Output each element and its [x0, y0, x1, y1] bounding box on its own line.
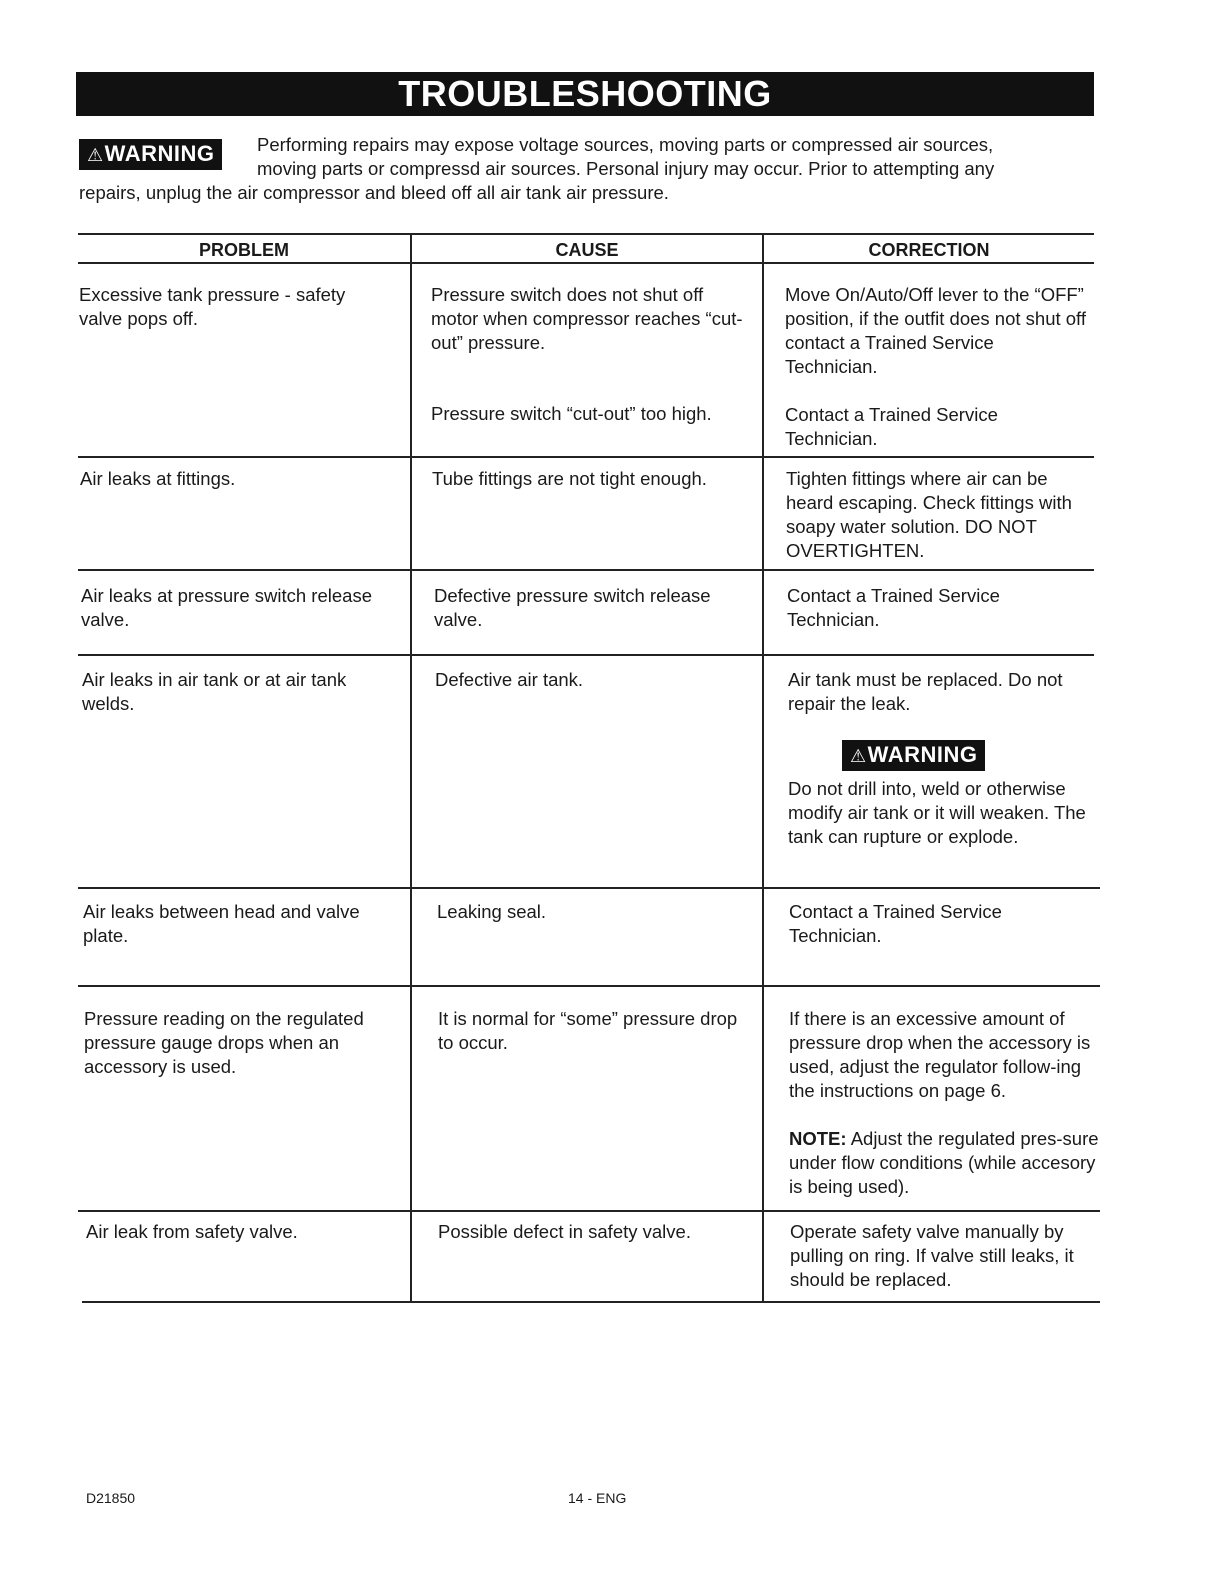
- warning-badge: [79, 139, 222, 170]
- row1-problem: Excessive tank pressure - safety valve pops off.: [79, 284, 346, 329]
- intro-line-3: repairs, unplug the air compressor and bleed off all air tank air pressure.: [79, 182, 669, 203]
- row4-correction-text: Air tank must be replaced. Do not repair the leak.: [788, 669, 1063, 714]
- row6-cause: It is normal for “some” pressure drop to occur.: [438, 1008, 738, 1053]
- row6-correction-text: If there is an excessive amount of pressure drop when the accessory is used, adjust the regulator follow-ing the instructions on page 6.: [789, 1008, 1091, 1101]
- row1-cause-2: Pressure switch “cut-out” too high.: [431, 403, 712, 424]
- row2-correction: Tighten fittings where air can be heard escaping. Check fittings with soapy water solution. DO NOT OVERTIGHTEN.: [786, 468, 1072, 561]
- header-correction: CORRECTION: [868, 240, 990, 260]
- row3-correction: Contact a Trained Service Technician.: [787, 585, 1000, 630]
- warning-triangle-icon: ⚠: [87, 145, 104, 165]
- warning-triangle-icon: ⚠: [850, 746, 867, 766]
- row4-problem: Air leaks in air tank or at air tank welds.: [82, 669, 347, 714]
- row6-problem: Pressure reading on the regulated pressure gauge drops when an accessory is used.: [84, 1008, 364, 1077]
- row3-problem: Air leaks at pressure switch release valve.: [81, 585, 372, 630]
- note-label: NOTE:: [789, 1128, 847, 1149]
- table-top-rule: [78, 233, 1094, 235]
- doc-number: D21850: [86, 1490, 136, 1506]
- tank-warning-badge-label: WARNING: [867, 742, 978, 767]
- page-title: TROUBLESHOOTING: [76, 72, 1094, 116]
- intro-warning-text: [79, 133, 1069, 205]
- row1-correction-1: Move On/Auto/Off lever to the “OFF” position, if the outfit does not shut off contact a Trained Service Technician.: [785, 284, 1086, 377]
- page-number: 14 - ENG: [568, 1490, 627, 1506]
- warning-badge-label: WARNING: [104, 141, 215, 166]
- header-rule: [78, 262, 1094, 264]
- row-divider: [78, 569, 1094, 571]
- row-divider: [78, 887, 1100, 889]
- row1-correction-2: Contact a Trained Service Technician.: [785, 404, 998, 449]
- row4-cause: Defective air tank.: [435, 669, 584, 690]
- row2-problem: Air leaks at fittings.: [80, 468, 236, 489]
- row1-cause: [431, 283, 746, 426]
- row6-correction: [789, 1007, 1107, 1199]
- row-divider: [78, 985, 1100, 987]
- intro-line-2: moving parts or compressd air sources. Personal injury may occur. Prior to attempting any: [257, 158, 995, 179]
- row5-cause: Leaking seal.: [437, 901, 547, 922]
- row1-cause-1: Pressure switch does not shut off motor when compressor reaches “cut-out” pressure.: [431, 284, 743, 353]
- row7-cause: Possible defect in safety valve.: [438, 1221, 691, 1242]
- column-divider-2: [762, 234, 764, 1302]
- row2-cause: Tube fittings are not tight enough.: [432, 468, 707, 489]
- row7-problem: Air leak from safety valve.: [86, 1221, 298, 1242]
- tank-warning-badge: [842, 740, 985, 771]
- row-divider: [78, 1210, 1100, 1212]
- header-problem: PROBLEM: [199, 240, 289, 260]
- row5-correction: Contact a Trained Service Technician.: [789, 901, 1002, 946]
- row6-note: [789, 1127, 1107, 1199]
- intro-line-1: Performing repairs may expose voltage sources, moving parts or compressed air sources,: [257, 134, 994, 155]
- row5-problem: Air leaks between head and valve plate.: [83, 901, 360, 946]
- row1-correction: [785, 283, 1090, 451]
- header-cause: CAUSE: [555, 240, 619, 260]
- row-divider: [78, 456, 1094, 458]
- row4-correction: [788, 668, 1098, 849]
- row7-correction: Operate safety valve manually by pulling on ring. If valve still leaks, it should be replaced.: [790, 1221, 1074, 1290]
- table-bottom-rule: [82, 1301, 1100, 1303]
- row3-cause: Defective pressure switch release valve.: [434, 585, 711, 630]
- row-divider: [78, 654, 1094, 656]
- row4-warning-text: Do not drill into, weld or otherwise modify air tank or it will weaken. The tank can rupture or explode.: [788, 778, 1086, 847]
- column-divider-1: [410, 234, 412, 1302]
- note-text: Adjust the regulated pres-sure under flow conditions (while accesory is being used).: [789, 1128, 1099, 1197]
